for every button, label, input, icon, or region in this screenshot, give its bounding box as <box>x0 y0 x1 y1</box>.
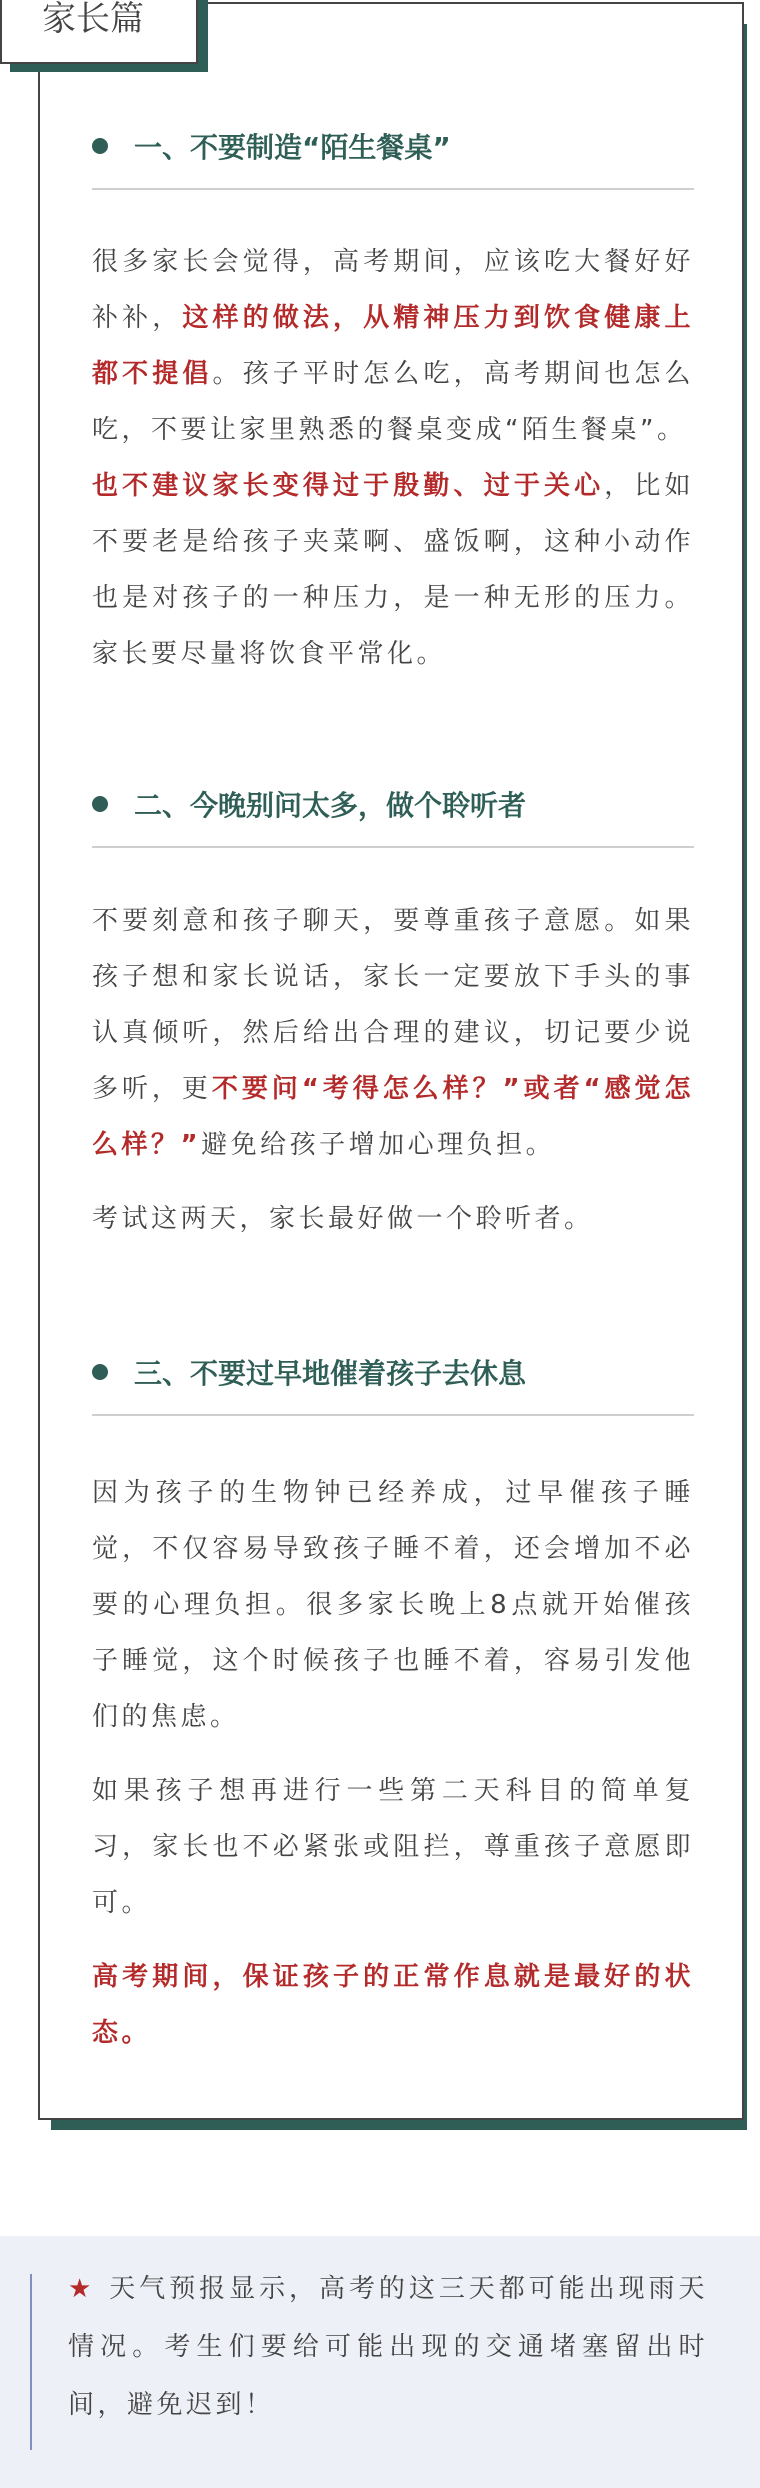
section-1-body <box>92 234 694 682</box>
section-1-title: 一、不要制造“陌生餐桌” <box>134 131 451 164</box>
section-3-body <box>92 1465 694 2061</box>
notice-accent-bar <box>30 2274 32 2450</box>
divider <box>92 846 694 848</box>
highlight-text: 也不建议家长变得过于殷勤、过于关心 <box>92 471 605 501</box>
section-2-title: 二、今晚别问太多，做个聆听者 <box>134 789 527 822</box>
section-2-body <box>92 893 694 1247</box>
notice-text: ★ 天气预报显示，高考的这三天都可能出现雨天情况。考生们要给可能出现的交通堵塞留出时间，避免迟到！ <box>68 2274 708 2420</box>
highlight-text: 不要问“考得怎么样？”或者“感觉怎么样？” <box>92 1074 694 1160</box>
bullet-dot-icon <box>92 1364 108 1380</box>
paragraph: 如果孩子想再进行一些第二天科目的简单复习，家长也不必紧张或阻拦，尊重孩子意愿即可。 <box>92 1776 694 1918</box>
paragraph: 也不建议家长变得过于殷勤、过于关心，比如不要老是给孩子夹菜啊、盛饭啊，这种小动作也是对孩子的一种压力，是一种无形的压力。家长要尽量将饮食平常化。 <box>92 471 694 669</box>
paragraph: 不要刻意和孩子聊天，要尊重孩子意愿。如果孩子想和家长说话，家长一定要放下手头的事认真倾听，然后给出合理的建议，切记要少说多听，更不要问“考得怎么样？”或者“感觉怎么样？”避免给孩子增加心理负担。 <box>92 906 694 1160</box>
section-3-title: 三、不要过早地催着孩子去休息 <box>134 1357 527 1390</box>
highlight-text: 高考期间，保证孩子的正常作息就是最好的状态。 <box>92 1962 694 2048</box>
paragraph: 因为孩子的生物钟已经养成，过早催孩子睡觉，不仅容易导致孩子睡不着，还会增加不必要的心理负担。很多家长晚上8点就开始催孩子睡觉，这个时候孩子也睡不着，容易引发他们的焦虑。 <box>92 1478 694 1732</box>
divider <box>92 1414 694 1416</box>
star-icon: ★ <box>68 2274 96 2304</box>
section-tag: 家长篇 <box>0 0 198 64</box>
divider <box>92 188 694 190</box>
notice-box <box>0 2236 760 2488</box>
bullet-dot-icon <box>92 138 108 154</box>
highlight-text: 这样的做法，从精神压力到饮食健康上都不提倡 <box>92 303 694 389</box>
paragraph: 很多家长会觉得，高考期间，应该吃大餐好好补补，这样的做法，从精神压力到饮食健康上都不提倡。孩子平时怎么吃，高考期间也怎么吃，不要让家里熟悉的餐桌变成“陌生餐桌”。 <box>92 247 694 445</box>
bullet-dot-icon <box>92 796 108 812</box>
section-1-header <box>92 118 694 190</box>
section-3-header <box>92 1344 694 1416</box>
section-2-header <box>92 776 694 848</box>
paragraph: 考试这两天，家长最好做一个聆听者。 <box>92 1204 594 1234</box>
